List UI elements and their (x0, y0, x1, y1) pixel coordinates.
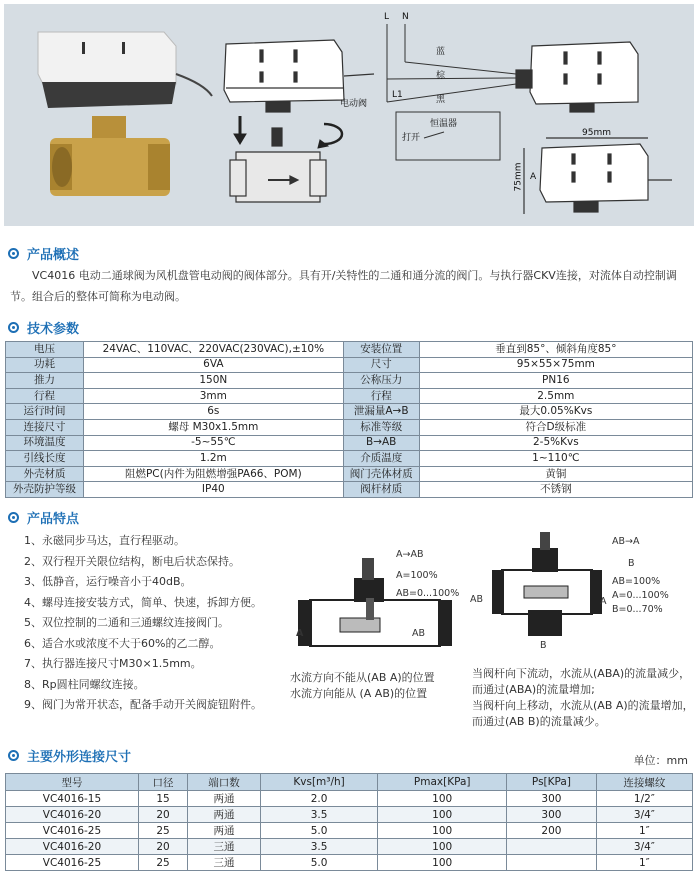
dimension-cell: 三通 (188, 839, 261, 855)
dimension-cell: 300 (507, 807, 597, 823)
spec-label: B→AB (343, 435, 419, 451)
feature-item: 4、螺母连接安装方式，简单、快速，拆卸方便。 (24, 595, 262, 609)
wire-black-label: 黑 (436, 95, 446, 105)
dimension-height: 75mm (513, 162, 524, 192)
dimension-cell: 1/2″ (596, 791, 692, 807)
feature-item: 3、低静音，运行噪音小于40dB。 (24, 575, 192, 588)
spec-value: 6VA (83, 357, 343, 373)
feature-item: 5、双位控制的二通和三通螺纹连接阀门。 (24, 616, 229, 629)
spec-label: 外壳材质 (6, 466, 84, 482)
overview-text: VC4016 电动二通球阀为风机盘管电动阀的阀体部分。具有开/关特性的二通和通分流的阀门。与执行器CKV连接，对流体自动控制调节。组合后的整体可简称为电动阀。 (10, 269, 677, 303)
dimension-cell: 1″ (596, 855, 692, 871)
dimension-cell (507, 839, 597, 855)
dimension-cell: 20 (138, 807, 187, 823)
feature-item: 9、阀门为常开状态，配备手动开关阀旋钮附件。 (24, 698, 262, 711)
dimension-cell: 100 (378, 791, 507, 807)
spec-value: 2.5mm (419, 388, 692, 404)
spec-value: 3mm (83, 388, 343, 404)
spec-row (6, 388, 693, 404)
spec-label: 引线长度 (6, 451, 84, 467)
three-way-caption-1: 当阀杆向下流动，水流从(ABA)的流量减少， (472, 667, 691, 680)
three-way-a-range: A=0...100% (612, 590, 669, 601)
dimension-cell: 15 (138, 791, 187, 807)
spec-value: 垂直到85°、倾斜角度85° (419, 342, 692, 358)
spec-label: 尺寸 (343, 357, 419, 373)
three-way-valve-diagram (488, 530, 606, 640)
three-way-port-ab: AB (470, 594, 484, 605)
spec-value: 阻燃PC(内件为阻燃增强PA66、POM) (83, 466, 343, 482)
spec-label: 电压 (6, 342, 84, 358)
dimension-cell: 3/4″ (596, 839, 692, 855)
feature-item: 6、适合水或浓度不大于60%的乙二醇。 (24, 636, 221, 650)
spec-label: 行程 (6, 388, 84, 404)
two-way-valve-diagram (290, 548, 470, 668)
dimension-cell: 25 (138, 855, 187, 871)
spec-label: 阀杆材质 (343, 482, 419, 498)
dimension-row (6, 839, 693, 855)
section-bullet-icon (8, 512, 19, 523)
spec-row (6, 357, 693, 373)
dimension-cell: 5.0 (260, 823, 377, 839)
spec-row (6, 419, 693, 435)
spec-row (6, 451, 693, 467)
spec-label: 泄漏量A→B (343, 404, 419, 420)
section-bullet-icon (8, 322, 19, 333)
spec-label: 公称压力 (343, 373, 419, 389)
label-electric-valve: 电动阀 (340, 99, 368, 109)
dimension-row (6, 807, 693, 823)
unit-label: 单位：mm (633, 754, 688, 767)
three-way-b-label: B (628, 558, 635, 569)
spec-row (6, 342, 693, 358)
dimension-cell: 1″ (596, 823, 692, 839)
dimensions-heading: 主要外形连接尺寸 (8, 746, 131, 765)
actuator-drawing-right-top (516, 42, 638, 112)
dimension-header: 型号 (6, 774, 139, 791)
three-way-b-range: B=0...70% (612, 604, 663, 615)
dimension-cell: 3/4″ (596, 807, 692, 823)
actuator-photo (38, 32, 212, 108)
dimension-cell: VC4016-20 (6, 807, 139, 823)
spec-value: 150N (83, 373, 343, 389)
mount-arrows (234, 116, 342, 148)
dimension-cell: 3.5 (260, 807, 377, 823)
dimension-cell: 3.5 (260, 839, 377, 855)
spec-label: 行程 (343, 388, 419, 404)
spec-value: 最大0.05%Kvs (419, 404, 692, 420)
spec-label: 环境温度 (6, 435, 84, 451)
specs-table (5, 341, 693, 498)
dimension-cell: 两通 (188, 807, 261, 823)
spec-label: 连接尺寸 (6, 419, 84, 435)
wire-blue-label: 蓝 (436, 47, 446, 57)
two-way-ab-range: AB=0...100% (396, 588, 460, 599)
dimension-cell: 100 (378, 855, 507, 871)
dimension-cell: 25 (138, 823, 187, 839)
product-hero-image (4, 4, 694, 226)
section-bullet-icon (8, 750, 19, 761)
dimension-header: 连接螺纹 (596, 774, 692, 791)
two-way-flow-label: A→AB (396, 549, 424, 560)
dimension-cell: 两通 (188, 791, 261, 807)
brass-valve-photo (50, 116, 170, 196)
dimension-cell: VC4016-20 (6, 839, 139, 855)
spec-label: 功耗 (6, 357, 84, 373)
dimension-cell: 200 (507, 823, 597, 839)
features-heading: 产品特点 (8, 508, 79, 527)
spec-row (6, 482, 693, 498)
two-way-port-ab: AB (412, 628, 426, 639)
dimension-cell: 100 (378, 839, 507, 855)
feature-item: 1、永磁同步马达，直行程驱动。 (24, 534, 185, 547)
dimension-header: 端口数 (188, 774, 261, 791)
product-illustration (4, 4, 694, 226)
spec-value: 1~110℃ (419, 451, 692, 467)
feature-item: 8、Rp圆柱同螺纹连接。 (24, 677, 145, 691)
spec-value: 螺母 M30x1.5mm (83, 419, 343, 435)
dimensions-table (5, 773, 693, 871)
wire-L1-label: L1 (392, 90, 403, 100)
spec-label: 阀门壳体材质 (343, 466, 419, 482)
spec-value: 2-5%Kvs (419, 435, 692, 451)
dimension-header: 口径 (138, 774, 187, 791)
three-way-flow-label: AB→A (612, 536, 640, 547)
three-way-caption-3: 当阀杆向上移动，水流从(AB A)的流量增加， (472, 699, 694, 712)
dimension-cell: 300 (507, 791, 597, 807)
wire-brown-label: 棕 (436, 71, 446, 81)
dimension-cell (507, 855, 597, 871)
dimension-header: Kvs[m³/h] (260, 774, 377, 791)
spec-value: 1.2m (83, 451, 343, 467)
spec-value: 不锈钢 (419, 482, 692, 498)
port-A-label: A (530, 172, 537, 182)
spec-label: 标准等级 (343, 419, 419, 435)
two-way-caption-2: 水流方向能从 (A AB)的位置 (290, 687, 428, 700)
spec-value: 黄铜 (419, 466, 692, 482)
spec-label: 外壳防护等级 (6, 482, 84, 498)
dimension-row (6, 791, 693, 807)
spec-value: IP40 (83, 482, 343, 498)
feature-item: 7、执行器连接尺寸M30×1.5mm。 (24, 657, 202, 670)
dimension-row (6, 823, 693, 839)
wire-L-label: L (384, 12, 390, 22)
dimension-cell: VC4016-15 (6, 791, 139, 807)
three-way-caption-4: 而通过(AB B)的流量减少。 (472, 715, 606, 728)
dimension-header: Ps[KPa] (507, 774, 597, 791)
dimension-cell: 20 (138, 839, 187, 855)
actuator-drawing-right-bottom (524, 138, 672, 214)
spec-label: 推力 (6, 373, 84, 389)
dimension-header: Pmax[KPa] (378, 774, 507, 791)
dimension-cell: 100 (378, 823, 507, 839)
spec-label: 安装位置 (343, 342, 419, 358)
dimension-cell: 100 (378, 807, 507, 823)
dimension-row (6, 855, 693, 871)
dimension-width: 95mm (582, 128, 611, 138)
spec-value: PN16 (419, 373, 692, 389)
spec-value: 符合D级标准 (419, 419, 692, 435)
two-way-caption-1: 水流方向不能从(AB A)的位置 (290, 671, 435, 684)
three-way-caption-2: 而通过(ABA)的流量增加; (472, 683, 595, 696)
spec-row (6, 373, 693, 389)
dimension-cell: VC4016-25 (6, 855, 139, 871)
dimension-cell: 5.0 (260, 855, 377, 871)
spec-value: 95×55×75mm (419, 357, 692, 373)
dimension-cell: 两通 (188, 823, 261, 839)
two-way-port-a: A (296, 628, 304, 639)
dimension-cell: 三通 (188, 855, 261, 871)
spec-row (6, 435, 693, 451)
section-bullet-icon (8, 248, 19, 259)
spec-row (6, 404, 693, 420)
two-way-a100: A=100% (396, 570, 438, 581)
spec-value: 24VAC、110VAC、220VAC(230VAC),±10% (83, 342, 343, 358)
three-way-port-a: A (600, 596, 607, 607)
wire-N-label: N (402, 12, 409, 22)
valve-body-drawing (230, 128, 326, 202)
spec-label: 运行时间 (6, 404, 84, 420)
spec-value: 6s (83, 404, 343, 420)
spec-label: 介质温度 (343, 451, 419, 467)
three-way-port-b: B (540, 640, 547, 651)
dimension-cell: VC4016-25 (6, 823, 139, 839)
thermostat-label: 恒温器 (430, 119, 458, 129)
spec-value: -5~55℃ (83, 435, 343, 451)
specs-heading: 技术参数 (8, 318, 79, 337)
feature-item: 2、双行程开关限位结构，断电后状态保持。 (24, 554, 240, 568)
overview-heading: 产品概述 (8, 244, 79, 263)
three-way-ab100: AB=100% (612, 576, 661, 587)
dimension-cell: 2.0 (260, 791, 377, 807)
switch-open-label: 打开 (402, 133, 421, 143)
spec-row (6, 466, 693, 482)
